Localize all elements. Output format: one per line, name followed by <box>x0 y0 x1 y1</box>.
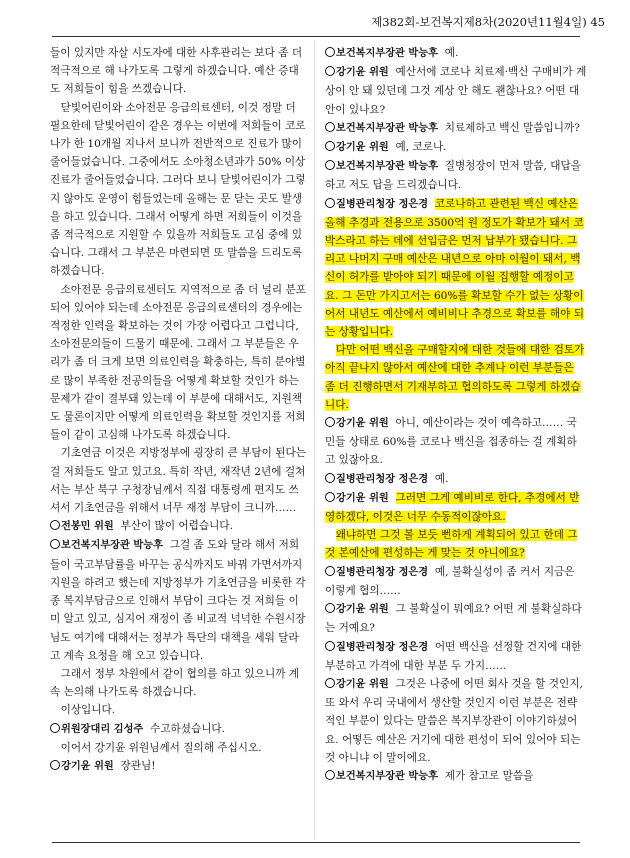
speaker-circle-icon <box>50 520 60 530</box>
body-text: 소아전문 응급의료센터도 지역적으로 좀 더 널리 분포되어 있어야 되는데 소아전문 응급의료센터의 경우에는 적정한 인력을 확보하는 것이 가장 어렵다고 그럽니다, 소아전문의들이 드물기 때문에. 그래서 그 부분들은 우리가 좀 더 크게 보면 의료인력을 확충하는, 특히 분야별로 많이 부족한 전공의들을 어떻게 확보할 것인가 하는 문제가 같이 결부돼 있는데 이 부분에 대해서도, 지원책도 물론이지만 어떻게 의료인력을 확보할 것인지를 저희들이 같이 고심해 나가도록 하겠습니다. <box>50 283 306 442</box>
body-text: 이어서 강기윤 위원님께서 질의해 주십시오. <box>60 741 262 754</box>
highlighted-text: 그러면 그게 예비비로 한다, 추경에서 반영하겠다, 이것은 너무 수동적이잖아요. <box>325 491 580 524</box>
header-rule <box>52 36 580 37</box>
body-text: 예, 불확실성이 좀 커서 지금은 이렇게 협의…… <box>325 565 575 597</box>
speech <box>325 44 587 63</box>
speech <box>325 195 587 342</box>
speaker-circle-icon <box>325 473 335 483</box>
speaker-circle-icon <box>325 770 335 780</box>
speaker-name: 강기윤 위원 <box>336 678 389 690</box>
body-text: 어떤 백신을 선정할 건지에 대한 부분하고 가격에 대한 부분 두 가지…… <box>325 640 582 672</box>
speech <box>50 536 306 664</box>
body-text: 치료제하고 백신 말씀입니까? <box>444 121 580 134</box>
body-text: 들이 있지만 자살 시도자에 대한 사후관리는 보다 좀 더 적극적으로 해 나가도록 그렇게 하겠습니다. 예산 증대도 저희들이 힘을 쓰겠습니다. <box>50 47 303 96</box>
body-text: 그것은 나중에 어떤 회사 것을 할 것인지, 또 와서 우리 국내에서 생산할 것인지 이런 부분은 전략적인 부분이 있다는 말씀은 복지부장관이 이야기하셨어요. 어떻든 예산은 거기에 대한 편성이 되어 있어야 되는 것 아니냐 이 말이에요. <box>325 677 583 764</box>
body-text: 제가 참고로 말씀을 <box>444 769 534 782</box>
speech <box>325 157 587 194</box>
body-text: 그걸 좀 도와 달라 해서 저희들이 국고부담률을 바꾸는 공식까지도 바꿔 가면서까지 지원을 하려고 했는데 지방정부가 기초연금을 비롯한 각종 복지부담금으로 인해서 부담이 크다는 것 저희들 이미 알고 있고, 심지어 재정이 좀 비교적 넉넉한 수원시장님도 여기에 대해서는 정부가 특단의 대책을 세워 달라고 계속 요청을 해 오고 있습니다. <box>50 539 306 662</box>
speech <box>50 517 306 536</box>
highlighted-text: 코로나하고 관련된 백신 예산은 올해 추경과 전용으로 3500억 원 정도가 확보가 돼서 코박스라고 하는 데에 선입금은 먼저 납부가 됐습니다. 그리고 나머지 구매 예산은 내년으로 아마 이월이 돼서, 백신이 허가를 받아야 되기 때문에 이월 집행할 예정이고요. 그 돈만 가지고서는 60%를 확보할 수가 없는 상황이어서 내년도 예산에서 예비비나 추경으로 확보를 해야 되는 상황입니다. <box>325 197 584 339</box>
highlighted-text: 왜냐하면 그것 볼 보듯 뻔하게 계획되어 있고 한데 그것 본예산에 편성하는 게 맞는 것 아니에요? <box>325 529 578 560</box>
body-text: 기초연금 이것은 지방정부에 굉장히 큰 부담이 된다는 걸 저희들도 알고 있고요. 특히 작년, 재작년 2년에 걸쳐서는 부산 북구 구청장님께서 직접 대통령께 편지도 쓰셔서 기초연금을 위해서 너무 재정 부담이 크니까…… <box>50 447 306 515</box>
speaker-name: 보건복지부장관 박능후 <box>336 122 438 134</box>
speaker-name: 위원장대리 김성주 <box>61 723 144 735</box>
speaker-circle-icon <box>325 47 335 57</box>
body-text: 수고하셨습니다. <box>150 722 226 735</box>
speech <box>325 767 587 786</box>
body-text: 부산이 많이 어렵습니다. <box>120 520 233 533</box>
paragraph <box>50 739 306 757</box>
speaker-circle-icon <box>325 122 335 132</box>
speech <box>325 489 587 526</box>
speaker-name: 보건복지부장관 박능후 <box>336 48 438 59</box>
speech <box>325 600 587 637</box>
speech <box>325 638 587 675</box>
paragraph <box>50 281 306 445</box>
body-text: 그래서 정부 차원에서 같이 협의를 하고 있으니까 계속 논의해 나가도록 하겠습니다. <box>50 667 300 699</box>
speaker-name: 질병관리청장 정은경 <box>336 473 429 485</box>
speaker-circle-icon <box>325 566 335 576</box>
speaker-name: 보건복지부장관 박능후 <box>336 770 438 782</box>
speaker-circle-icon <box>325 603 335 613</box>
page-header: 제382회-보건복지제8차(2020년11월4일) 45 <box>371 15 605 29</box>
speaker-name: 전봉민 위원 <box>61 521 114 533</box>
body-text: 장관님! <box>120 759 156 772</box>
speaker-circle-icon <box>325 66 335 76</box>
speaker-name: 강기윤 위원 <box>336 418 389 430</box>
column-divider <box>314 40 315 840</box>
speaker-name: 강기윤 위원 <box>336 142 389 154</box>
speaker-name: 질병관리청장 정은경 <box>336 566 429 578</box>
paragraph <box>325 526 587 562</box>
paragraph <box>50 99 306 281</box>
speaker-name: 강기윤 위원 <box>336 67 389 79</box>
left-column <box>50 44 306 776</box>
body-text: 닫빛어린이와 소아전문 응급의료센터, 이것 정말 더 필요한데 닫빛어린이 같은 경우는 이번에 저희들이 코로나가 한 10개월 지나서 보니까 전반적으로 진료가 많이 줄어들었습니다. 그중에서도 소아청소년과가 50% 이상 진료가 줄어들었습니다. 그러다 보니 닫빛어린이가 그렇지 않아도 운영이 힘들었는데 올해는 문 닫는 곳도 발생을 하고 있습니다. 그래서 어떻게 하면 저희들이 이것을 좀 적극적으로 지원할 수 있을까 저희들도 고심 중에 있습니다. 그래서 그 부분은 마련되면 또 말씀을 드리도록 하겠습니다. <box>50 101 306 278</box>
paragraph <box>325 341 587 414</box>
footer-rule <box>52 842 580 843</box>
speaker-circle-icon <box>50 760 60 770</box>
speech <box>325 675 587 767</box>
speaker-name: 강기윤 위원 <box>61 760 114 772</box>
speaker-circle-icon <box>50 723 60 733</box>
speaker-circle-icon <box>325 198 335 208</box>
body-text: 아니, 예산이라는 것이 예측하고…… 국민들 상태로 60%를 코로나 백신을 접종하는 걸 계획하고 있잖아요. <box>325 417 577 467</box>
speech <box>325 414 587 470</box>
speech <box>325 138 587 157</box>
speaker-name: 강기윤 위원 <box>336 604 389 616</box>
speaker-circle-icon <box>325 492 335 502</box>
speech <box>50 720 306 739</box>
speaker-circle-icon <box>325 417 335 427</box>
speech <box>50 757 306 776</box>
speaker-name: 보건복지부장관 박능후 <box>336 161 438 173</box>
speaker-name: 질병관리청장 정은경 <box>336 641 429 653</box>
body-text: 예. <box>444 47 459 59</box>
speech <box>325 563 587 600</box>
speaker-circle-icon <box>325 678 335 688</box>
speaker-circle-icon <box>325 641 335 651</box>
speech <box>325 470 587 489</box>
speaker-circle-icon <box>325 141 335 151</box>
paragraph <box>50 665 306 701</box>
body-text: 예, 코로나. <box>395 141 447 154</box>
paragraph <box>50 44 306 99</box>
right-column <box>325 44 587 786</box>
speech <box>325 119 587 138</box>
speaker-circle-icon <box>325 160 335 170</box>
body-text: 질병청장이 먼저 말씀, 대답을 하고 저도 답을 드리겠습니다. <box>325 160 581 192</box>
speaker-name: 강기윤 위원 <box>336 492 389 504</box>
speaker-circle-icon <box>50 539 60 549</box>
speaker-name: 질병관리청장 정은경 <box>336 198 429 210</box>
body-text: 이상입니다. <box>60 704 116 717</box>
speech <box>325 63 587 119</box>
body-text: 예. <box>434 472 449 485</box>
body-text: 예산서에 코로나 치료제·백신 구매비가 계상이 안 돼 있던데 그것 계상 안 해도 괜찮나요? 어떤 대안이 있나요? <box>325 66 587 116</box>
body-text: 그 불확실이 뭐예요? 어떤 게 불확실하다는 거예요? <box>325 603 582 635</box>
paragraph <box>50 701 306 719</box>
paragraph <box>50 444 306 517</box>
highlighted-text: 다만 어떤 백신을 구매할지에 대한 것들에 대한 검토가 아직 끝나지 않아서 예산에 대한 추계나 이런 부분들은 좀 더 진행하면서 기재부하고 협의하도록 그렇게 하겠습니다. <box>325 344 585 411</box>
speaker-name: 보건복지부장관 박능후 <box>61 540 163 552</box>
